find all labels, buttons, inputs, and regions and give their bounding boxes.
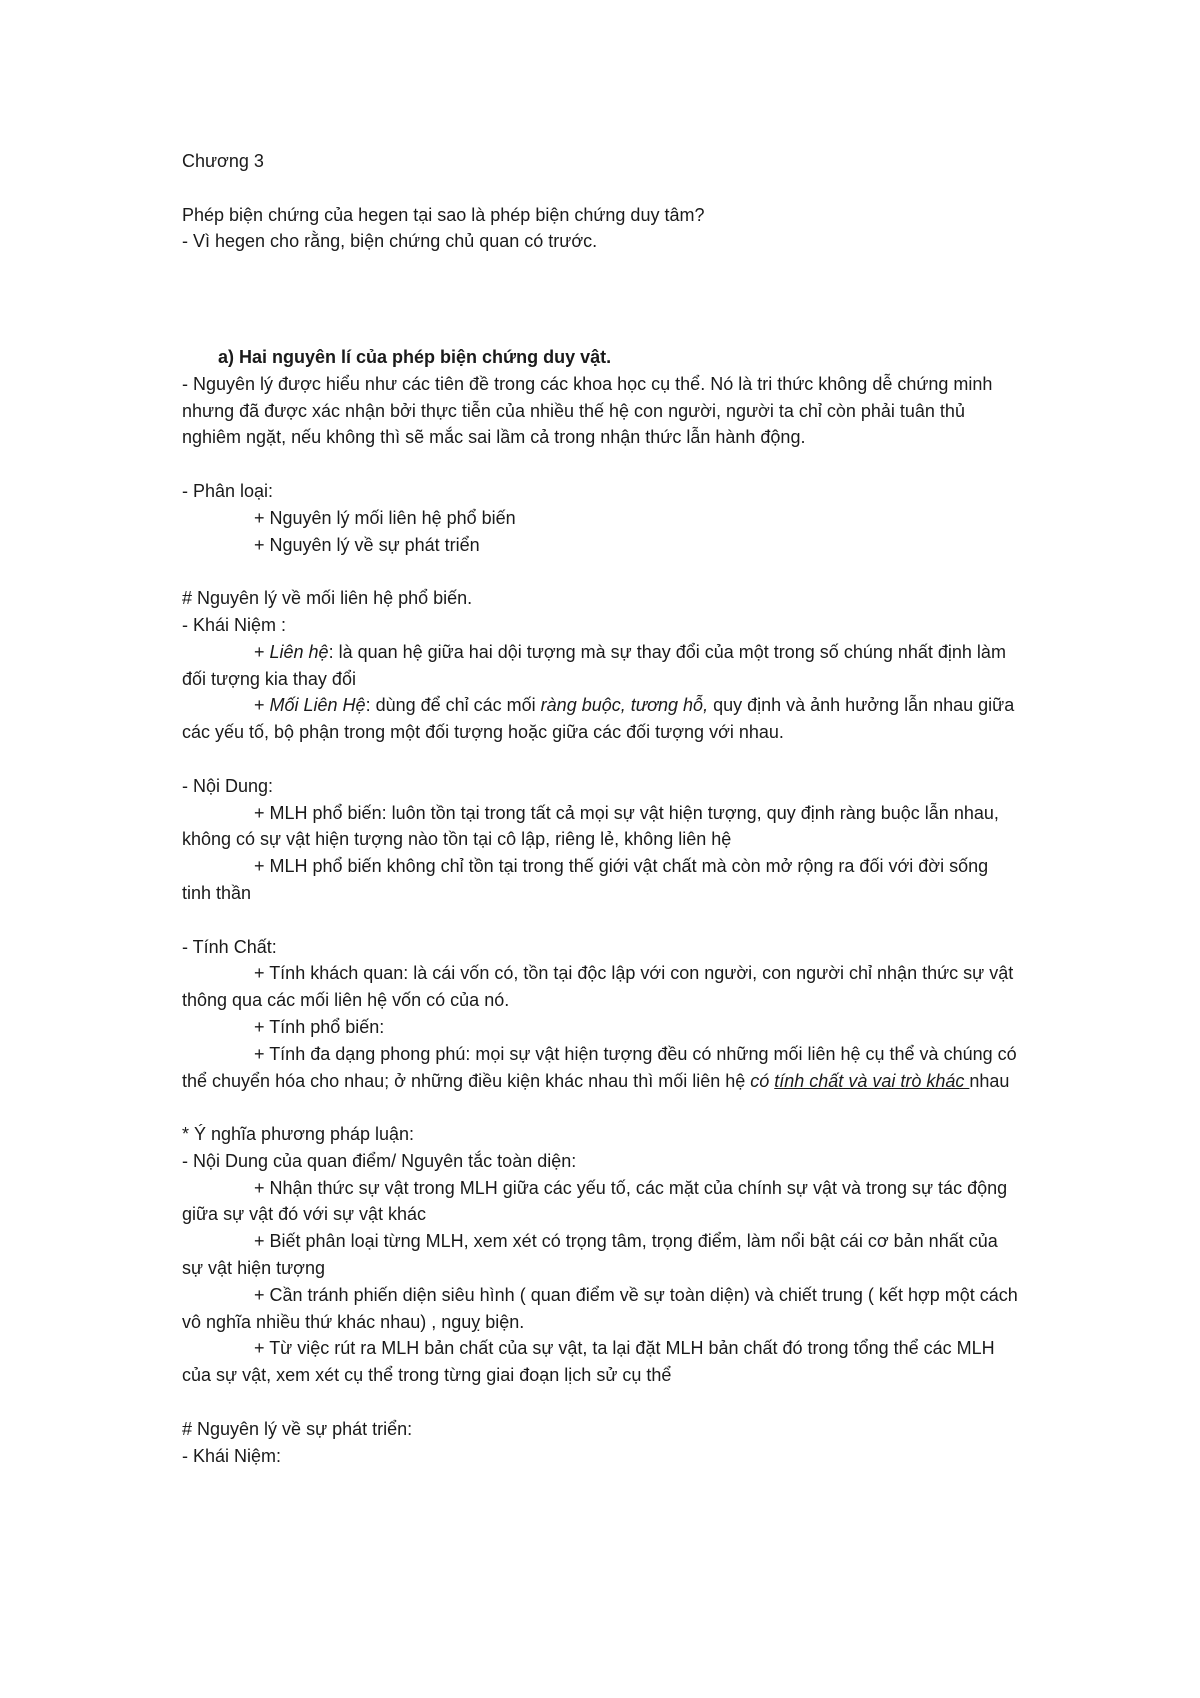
meaning-content-label: - Nội Dung của quan điểm/ Nguyên tắc toàn diện:	[182, 1150, 577, 1171]
principle2-heading: # Nguyên lý về sự phát triển:	[182, 1418, 413, 1439]
concept-term: Mối Liên Hệ	[269, 695, 366, 716]
concept-term: Liên hệ	[269, 641, 329, 662]
nature-text: nhau	[969, 1070, 1010, 1091]
meaning-item: + Biết phân loại từng MLH, xem xét có trọng tâm, trọng điểm, làm nổi bật cái cơ bản nhất của sự vật hiện tượng	[182, 1231, 998, 1279]
concept-italic-text: ràng buộc, tương hỗ,	[540, 695, 709, 716]
nature-item: + Tính khách quan: là cái vốn có, tồn tại độc lập với con người, con người chỉ nhận thức sự vật thông qua các mối liên hệ vốn có của nó.	[182, 963, 1014, 1011]
spacer	[182, 1094, 1020, 1121]
concept-item-1: + Liên hệ: là quan hệ giữa hai dội tượng mà sự thay đổi của một trong số chúng nhất định làm đối tượng kia thay đổi	[182, 641, 1006, 689]
principle-definition: - Nguyên lý được hiểu như các tiên đề trong các khoa học cụ thể. Nó là tri thức không dễ chứng minh nhưng đã được xác nhận bởi thực tiễn của nhiều thế hệ con người, người ta chỉ còn phải tuân thủ nghiêm ngặt, nếu không thì sẽ mắc sai lầm cả trong nhận thức lẫn hành động.	[182, 373, 993, 448]
spacer	[182, 1389, 1020, 1416]
spacer	[182, 746, 1020, 773]
meaning-item: + Cần tránh phiến diện siêu hình ( quan điểm về sự toàn diện) và chiết trung ( kết hợp một cách vô nghĩa nhiều thứ khác nhau) , nguỵ biện.	[182, 1284, 1018, 1332]
nature-item: + Tính phổ biến:	[254, 1016, 385, 1037]
content-item: + MLH phổ biến: luôn tồn tại trong tất cả mọi sự vật hiện tượng, quy định ràng buộc lẫn nhau, không có sự vật hiện tượng nào tồn tại cô lập, riêng lẻ, không liên hệ	[182, 802, 999, 850]
spacer	[182, 175, 1020, 202]
principle2-concept-label: - Khái Niệm:	[182, 1445, 282, 1466]
question-text: Phép biện chứng của hegen tại sao là phép biện chứng duy tâm?	[182, 204, 705, 225]
spacer	[182, 907, 1020, 934]
meaning-heading: * Ý nghĩa phương pháp luận:	[182, 1124, 415, 1145]
nature-label: - Tính Chất:	[182, 936, 277, 957]
nature-underlined-text: tính chất và vai trò khác	[774, 1070, 970, 1091]
content-label: - Nội Dung:	[182, 775, 274, 796]
spacer	[182, 317, 1020, 344]
classification-label: - Phân loại:	[182, 480, 274, 501]
meaning-item: + Nhận thức sự vật trong MLH giữa các yếu tố, các mặt của chính sự vật và trong sự tác động giữa sự vật đó với sự vật khác	[182, 1177, 1008, 1225]
meaning-item: + Từ việc rút ra MLH bản chất của sự vật, ta lại đặt MLH bản chất đó trong tổng thể các MLH của sự vật, xem xét cụ thể trong từng giai đoạn lịch sử cụ thể	[182, 1338, 995, 1386]
spacer	[182, 255, 1020, 317]
nature-text: + Tính đa dạng phong phú: mọi sự vật hiện tượng đều có những mối liên hệ cụ thể và chúng có thể chuyển hóa cho nhau; ở những điều kiện khác nhau thì mối liên hệ	[182, 1043, 1017, 1091]
concept-text: quy định và ảnh hưởng lẫn nhau giữa các yếu tố, bộ phận trong một đối tượng hoặc giữa các đối tượng với nhau.	[182, 695, 1015, 743]
nature-italic-text: có	[750, 1070, 775, 1091]
answer-text: - Vì hegen cho rằng, biện chứng chủ quan có trước.	[182, 231, 598, 252]
spacer	[182, 558, 1020, 585]
classification-item: + Nguyên lý mối liên hệ phổ biến	[254, 507, 516, 528]
concept-label: - Khái Niệm :	[182, 614, 287, 635]
concept-text: : là quan hệ giữa hai dội tượng mà sự thay đổi của một trong số chúng nhất định làm đối tượng kia thay đổi	[182, 641, 1006, 689]
principle1-heading: # Nguyên lý về mối liên hệ phổ biến.	[182, 588, 473, 609]
concept-item-2: + Mối Liên Hệ: dùng để chỉ các mối ràng buộc, tương hỗ, quy định và ảnh hưởng lẫn nhau giữa các yếu tố, bộ phận trong một đối tượng hoặc giữa các đối tượng với nhau.	[182, 695, 1015, 743]
content-item: + MLH phổ biến không chỉ tồn tại trong thế giới vật chất mà còn mở rộng ra đối với đời sống tinh thần	[182, 856, 989, 903]
nature-item-3	[182, 1041, 1020, 1095]
chapter-title: Chương 3	[182, 151, 264, 171]
concept-text: : dùng để chỉ các mối	[365, 695, 541, 716]
spacer	[182, 451, 1020, 478]
section-a-heading: a) Hai nguyên lí của phép biện chứng duy vật.	[218, 346, 612, 367]
classification-item: + Nguyên lý về sự phát triển	[254, 534, 480, 555]
